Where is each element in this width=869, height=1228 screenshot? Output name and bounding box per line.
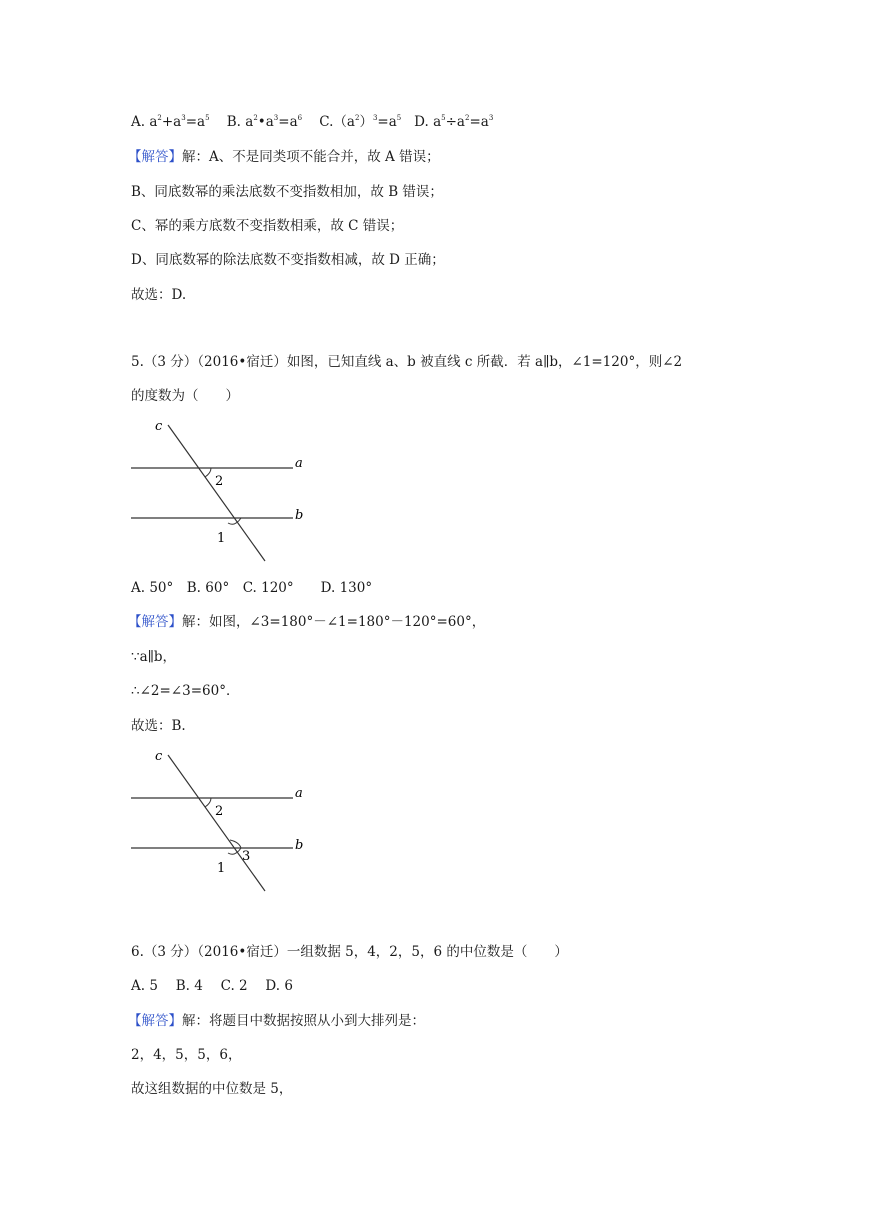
answer-tag: 【解答】 <box>128 1013 182 1029</box>
q5-figure-1 <box>125 415 325 569</box>
label-a: a <box>295 786 303 801</box>
q4-option-a: A. $a^2+a^3=a^5$ <box>131 114 210 130</box>
label-b: b <box>295 508 304 523</box>
q5-answer-line-4: 故选：B. <box>131 718 186 734</box>
label-3: 3 <box>242 849 251 864</box>
q5-answer-line-2: ∵a∥b， <box>131 649 177 665</box>
q5-answer-line-3: ∴∠2=∠3=60°． <box>131 683 240 699</box>
q4-answer-line-1: 【解答】解：A、不是同类项不能合并，故 A 错误； <box>128 149 440 165</box>
q6-answer-line-1: 【解答】解：将题目中数据按照从小到大排列是： <box>128 1013 425 1029</box>
q6-answer-line-3: 故这组数据的中位数是 5， <box>131 1081 293 1097</box>
answer-tag: 【解答】 <box>128 614 182 630</box>
q5-figure-2 <box>125 745 325 899</box>
label-b: b <box>295 838 304 853</box>
q4-answer-line-4: D、同底数幂的除法底数不变指数相减，故 D 正确； <box>131 252 445 268</box>
label-c: c <box>155 749 163 764</box>
q4-answer-line-3: C、幂的乘方底数不变指数相乘，故 C 错误； <box>131 218 404 234</box>
q4-options <box>131 113 493 131</box>
q4-option-d: D. $a^5\div a^2=a^3$ <box>414 114 494 130</box>
q4-answer-line-2: B、同底数幂的乘法底数不变指数相加，故 B 错误； <box>131 184 443 200</box>
q4-option-b: B. $a^2•a^3=a^6$ <box>226 114 303 130</box>
q4-answer-line-5: 故选：D. <box>131 287 187 303</box>
q5-stem-line-2: 的度数为（ ） <box>131 388 239 404</box>
angle-2-arc <box>205 468 211 477</box>
label-1: 1 <box>217 861 226 876</box>
label-c: c <box>155 419 163 434</box>
label-1: 1 <box>217 531 226 546</box>
label-2: 2 <box>215 804 224 819</box>
label-2: 2 <box>215 474 224 489</box>
q4-option-c: $C.(a^2)^3=a^5$ <box>319 114 402 130</box>
label-a: a <box>295 456 303 471</box>
q6-options: A. 5 B. 4 C. 2 D. 6 <box>131 978 293 994</box>
q5-answer-line-1: 【解答】解：如图，∠3=180°－∠1=180°－120°=60°， <box>128 614 486 630</box>
angle-2-arc <box>205 798 211 807</box>
q6-stem: 6.（3 分）（2016•宿迁）一组数据 5，4，2，5，6 的中位数是（ ） <box>131 944 568 960</box>
q6-answer-line-2: 2，4，5，5，6， <box>131 1047 242 1063</box>
q5-options: A. 50° B. 60° C. 120° D. 130° <box>131 580 373 596</box>
q5-stem-line-1: 5.（3 分）（2016•宿迁）如图，已知直线 a、b 被直线 c 所截．若 a∥b，∠1=120°，则∠2 <box>131 354 683 370</box>
answer-tag: 【解答】 <box>128 149 182 165</box>
